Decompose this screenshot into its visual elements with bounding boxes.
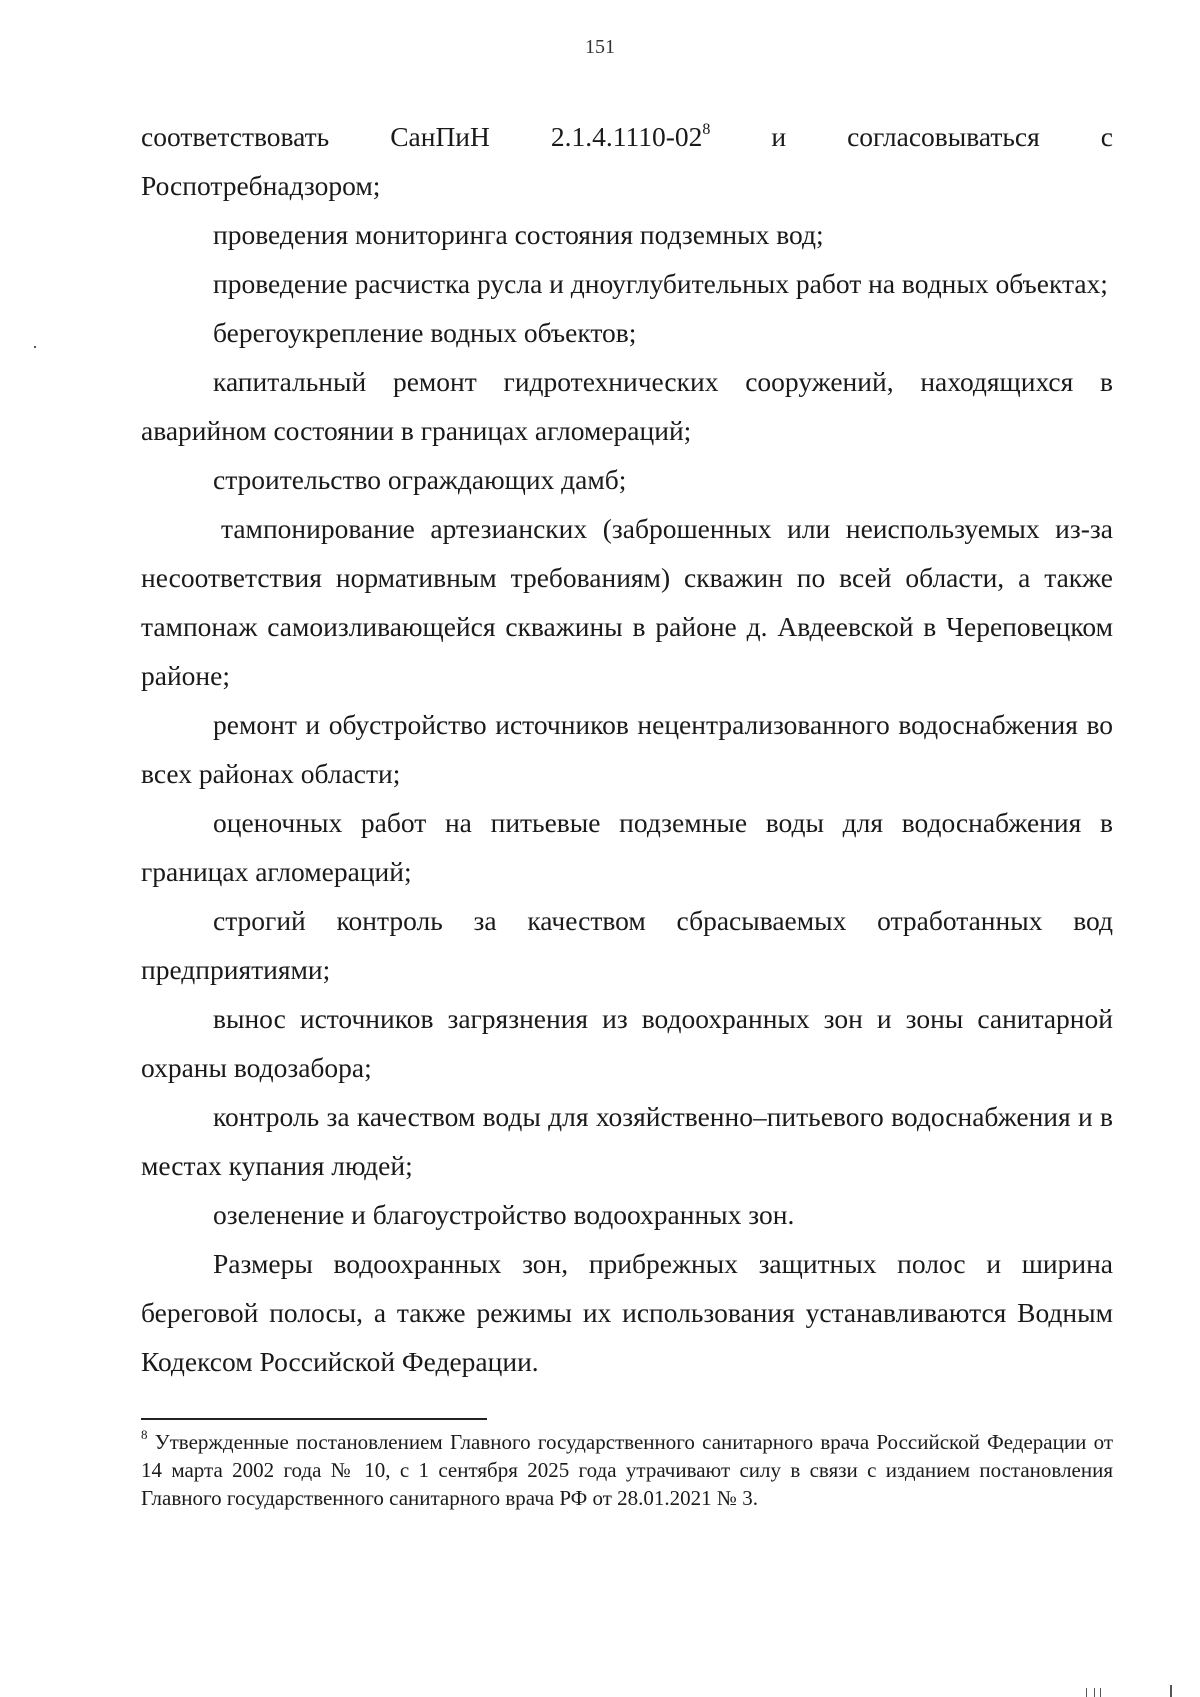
paragraph: Размеры водоохранных зон, прибрежных защитных полос и ширина береговой полосы, а также режимы их использования устанавливаются Водным Кодексом Российской Федерации.	[141, 1248, 1113, 1377]
first-line-word: СанПиН	[390, 121, 490, 152]
footnote-marker: 8	[141, 1427, 148, 1442]
main-text	[141, 112, 1113, 1386]
scan-speck	[34, 346, 36, 348]
scan-edge-mark	[1170, 1685, 1172, 1697]
scan-edge-mark	[1086, 1688, 1087, 1697]
scan-edge-mark	[1100, 1688, 1101, 1697]
paragraph: вынос источников загрязнения из водоохранных зон и зоны санитарной охраны водозабора;	[141, 1003, 1113, 1083]
paragraph: строительство ограждающих дамб;	[213, 464, 627, 495]
page-number: 151	[585, 36, 615, 58]
first-line-word: соответствовать	[141, 121, 330, 152]
sanpin-code	[551, 112, 711, 161]
paragraph: ремонт и обустройство источников нецентрализованного водоснабжения во всех районах области;	[141, 709, 1113, 789]
paragraph: озеленение и благоустройство водоохранных зон.	[213, 1199, 795, 1230]
paragraph: проведения мониторинга состояния подземных вод;	[213, 219, 824, 250]
paragraph: строгий контроль за качеством сбрасываемых отработанных вод предприятиями;	[141, 905, 1113, 985]
footnote-reference: 8	[702, 120, 711, 138]
first-line-word: согласовываться	[847, 121, 1040, 152]
scan-edge-mark	[1094, 1688, 1095, 1697]
first-line-word: и	[771, 121, 787, 152]
sanpin-code-text: 2.1.4.1110-02	[550, 121, 703, 152]
paragraph: тампонирование артезианских (заброшенных или неиспользуемых из-за несоответствия нормативным требованиям) скважин по всей области, а также тампонаж самоизливающейся скважины в районе д. Авдеевской в Череповецком районе;	[141, 513, 1113, 691]
paragraph: оценочных работ на питьевые подземные воды для водоснабжения в границах агломераций;	[141, 807, 1113, 887]
footnote-divider	[141, 1418, 487, 1420]
first-line	[141, 112, 1113, 161]
paragraph: проведение расчистка русла и дноуглубительных работ на водных объектах;	[213, 268, 1108, 299]
paragraph-continuation: Роспотребнадзором;	[141, 170, 381, 201]
footnote-text: Утвержденные постановлением Главного государственного санитарного врача Российской Федерации от 14 марта 2002 года № 10, с 1 сентября 2025 года утрачивают силу в связи с изданием постановления Главного государственного санитарного врача РФ от 28.01.2021 № 3.	[141, 1430, 1113, 1510]
paragraph: капитальный ремонт гидротехнических сооружений, находящихся в аварийном состоянии в границах агломераций;	[141, 366, 1113, 446]
paragraph: контроль за качеством воды для хозяйственно–питьевого водоснабжения и в местах купания людей;	[141, 1101, 1113, 1181]
footnote	[141, 1428, 1113, 1512]
first-line-word: с	[1100, 121, 1113, 152]
paragraph: берегоукрепление водных объектов;	[213, 317, 637, 348]
